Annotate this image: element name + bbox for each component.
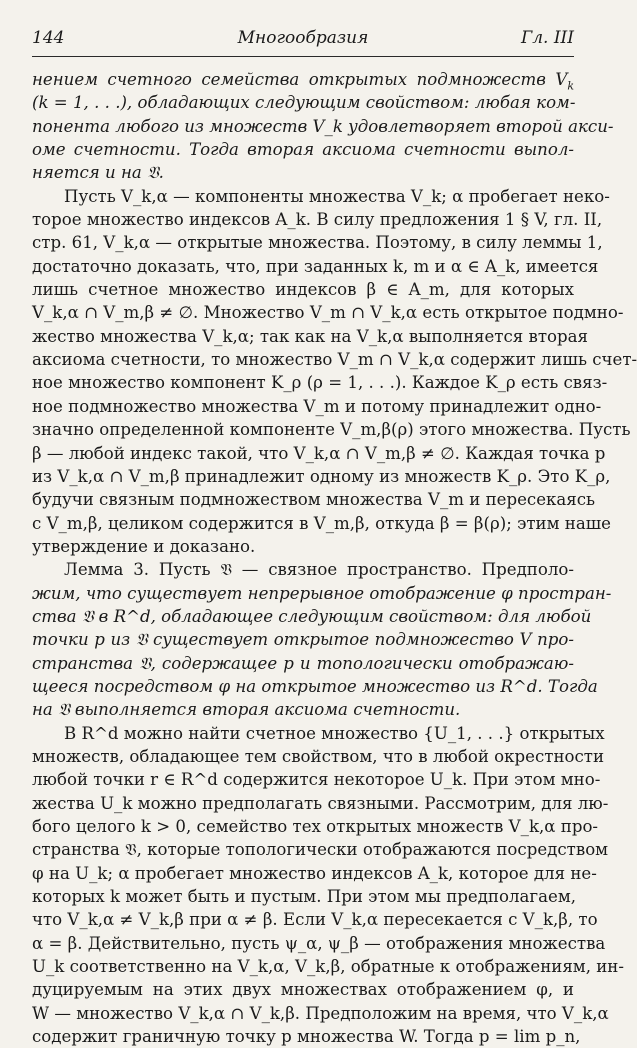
text-body xyxy=(32,68,637,1048)
text-line: дуцируемым на этих двух множествах отображением φ, и xyxy=(32,980,574,1000)
text-line: няется и на 𝔙. xyxy=(32,163,164,183)
text-line: странства 𝔙, которые топологически отображаются посредством xyxy=(32,840,609,860)
text-line: α = β. Действительно, пусть ψ_α, ψ_β — отображения множества xyxy=(32,933,606,953)
text-line: (k = 1, . . .), обладающих следующим свойством: любая ком- xyxy=(32,93,576,113)
text-line: жество множества V_k,α; так как на V_k,α выполняется вторая xyxy=(32,326,589,346)
text-line: на 𝔙 выполняется вторая аксиома счетности. xyxy=(32,700,461,720)
header-rule xyxy=(32,56,574,57)
text-line: φ на U_k; α пробегает множество индексов A_k, которое для не- xyxy=(32,863,597,883)
text-line: точки p из 𝔙 существует открытое подмножество V про- xyxy=(32,630,574,650)
text-line: странства 𝔙, содержащее p и топологически отображаю- xyxy=(32,653,574,673)
text-line: нением счетного семейства открытых подмножеств $V_k$ xyxy=(32,70,574,93)
page-number: 144 xyxy=(32,28,65,48)
text-line: В R^d можно найти счетное множество {U_1, . . .} открытых xyxy=(64,723,605,743)
text-line: множеств, обладающее тем свойством, что в любой окрестности xyxy=(32,746,605,766)
text-line: ное множество компонент K_ρ (ρ = 1, . . .). Каждое K_ρ есть связ- xyxy=(32,373,608,393)
subscript: k xyxy=(567,79,574,93)
running-header xyxy=(32,28,574,54)
running-title: Многообразия xyxy=(237,28,369,48)
text-line: любой точки r ∈ R^d содержится некоторое U_k. При этом мно- xyxy=(32,770,601,790)
text-line: ства 𝔙 в R^d, обладающее следующим свойством: для любой xyxy=(32,606,592,626)
text-line: значно определенной компоненте V_m,β(ρ) этого множества. Пусть xyxy=(32,420,631,440)
text-line: из V_k,α ∩ V_m,β принадлежит одному из множеств K_ρ. Это K_ρ, xyxy=(32,466,611,486)
text-line: оме счетности. Тогда вторая аксиома счетности выпол- xyxy=(32,140,574,160)
chapter-label: Гл. III xyxy=(520,28,574,48)
text-line: понента любого из множеств V_k удовлетворяет второй акси- xyxy=(32,116,614,136)
text-line: ное подмножество множества V_m и потому принадлежит одно- xyxy=(32,396,602,416)
text-line: торое множество индексов A_k. В силу предложения 1 § V, гл. II, xyxy=(32,210,603,230)
text-line: U_k соответственно на V_k,α, V_k,β, обратные к отображениям, ин- xyxy=(32,957,624,977)
text-line: лишь счетное множество индексов β ∈ A_m, для которых xyxy=(32,280,574,300)
text-line: достаточно доказать, что, при заданных k, m и α ∈ A_k, имеется xyxy=(32,256,599,276)
text-line: стр. 61, V_k,α — открытые множества. Поэтому, в силу леммы 1, xyxy=(32,233,603,253)
text-line: V_k,α ∩ V_m,β ≠ ∅. Множество V_m ∩ V_k,α есть открытое подмно- xyxy=(32,303,624,323)
text-line: β — любой индекс такой, что V_k,α ∩ V_m,β ≠ ∅. Каждая точка p xyxy=(32,443,606,463)
text-line: щееся посредством φ на открытое множество из R^d. Тогда xyxy=(32,676,598,696)
text-line: будучи связным подмножеством множества V_m и пересекаясь xyxy=(32,490,596,510)
text-line: что V_k,α ≠ V_k,β при α ≠ β. Если V_k,α пересекается с V_k,β, то xyxy=(32,910,598,930)
lemma-heading-line: Лемма 3. Пусть 𝔙 — связное пространство. Предполо- xyxy=(64,560,574,580)
text-line: W — множество V_k,α ∩ V_k,β. Предположим на время, что V_k,α xyxy=(32,1003,609,1023)
text-line: содержит граничную точку p множества W. Тогда p = lim p_n, xyxy=(32,1027,581,1047)
text-line: Пусть V_k,α — компоненты множества V_k; α пробегает неко- xyxy=(64,186,610,206)
text-line: с V_m,β, целиком содержится в V_m,β, откуда β = β(ρ); этим наше xyxy=(32,513,611,533)
text-line: аксиома счетности, то множество V_m ∩ V_k,α содержит лишь счет- xyxy=(32,350,637,370)
text-line: утверждение и доказано. xyxy=(32,536,256,556)
text-line: жества U_k можно предполагать связными. Рассмотрим, для лю- xyxy=(32,793,609,813)
text-line: бого целого k > 0, семейство тех открытых множеств V_k,α про- xyxy=(32,817,599,836)
text-line: которых k может быть и пустым. При этом мы предполагаем, xyxy=(32,887,576,907)
text-line: жим, что существует непрерывное отображение φ простран- xyxy=(32,583,612,603)
